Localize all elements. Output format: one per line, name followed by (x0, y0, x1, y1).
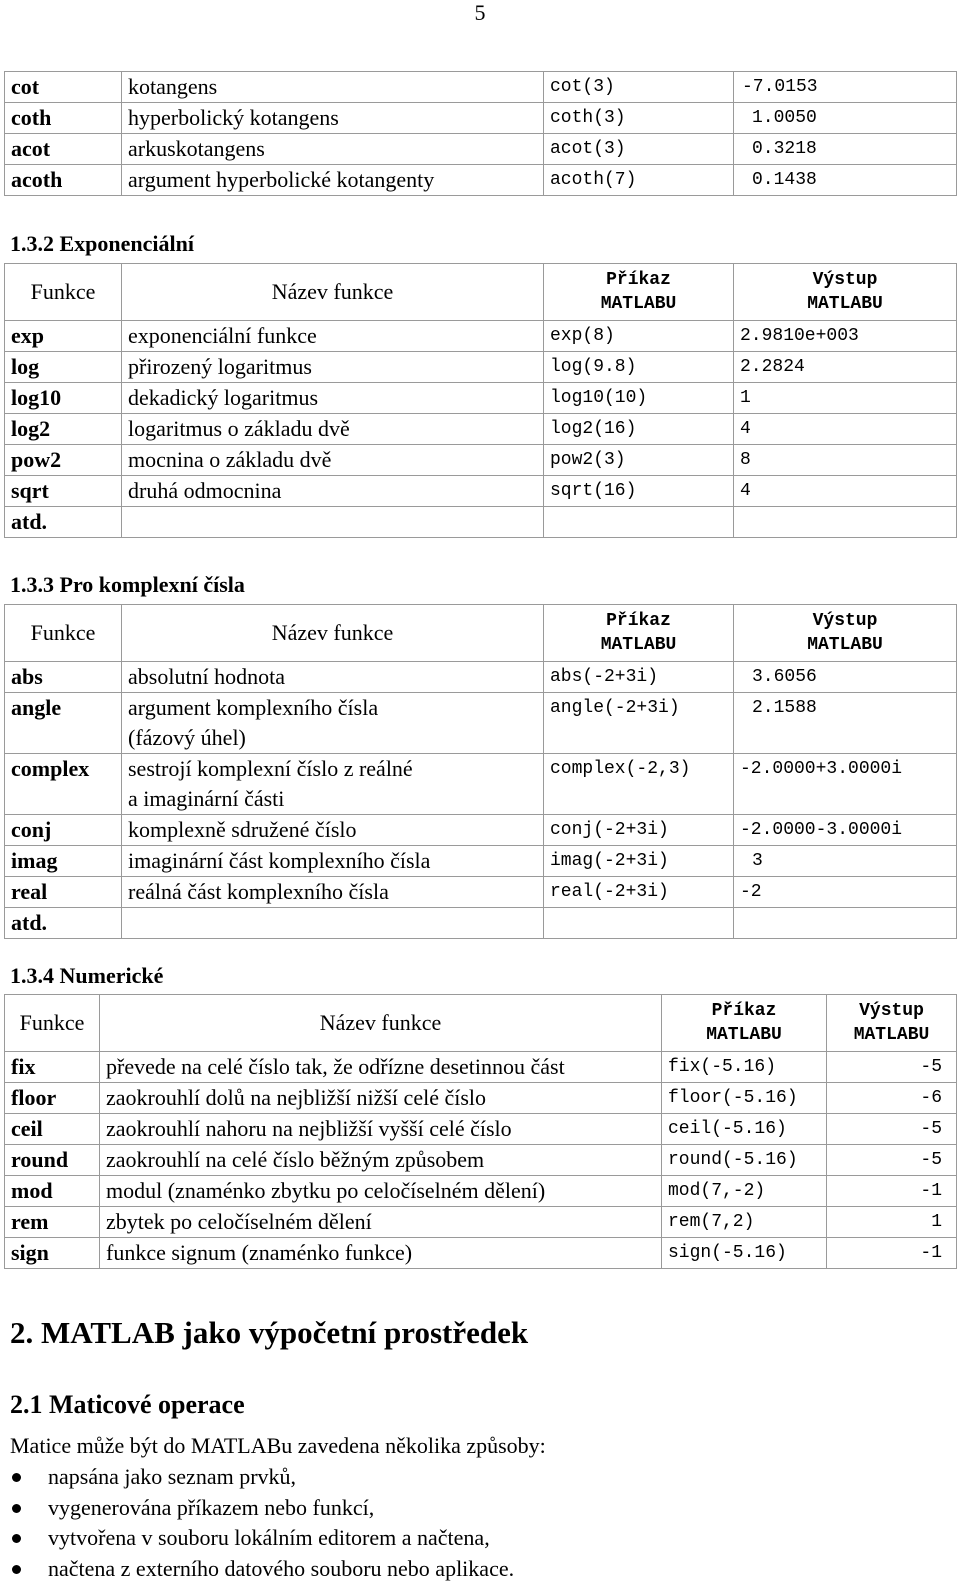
name-cell: zbytek po celočíselném dělení (100, 1207, 662, 1238)
table-row (5, 908, 957, 939)
table-row (5, 1145, 957, 1176)
name-cell: reálná část komplexního čísla (122, 877, 544, 908)
bullet-icon (12, 1473, 21, 1482)
output-cell: 1 (827, 1207, 957, 1238)
table-row (5, 1083, 957, 1114)
list-item: napsána jako seznam prvků, (10, 1462, 514, 1493)
output-cell: 4 (734, 476, 957, 507)
name-cell: zaokrouhlí na celé číslo běžným způsobem (100, 1145, 662, 1176)
command-cell: imag(-2+3i) (544, 846, 734, 877)
command-cell: log10(10) (544, 383, 734, 414)
output-cell (734, 507, 957, 538)
table-row (5, 321, 957, 352)
command-cell: log2(16) (544, 414, 734, 445)
command-cell: acot(3) (544, 134, 734, 165)
bullet-list (10, 1462, 514, 1584)
header-prikaz: Příkaz MATLABU (662, 995, 827, 1052)
table-row (5, 815, 957, 846)
name-cell: převede na celé číslo tak, že odřízne desetinnou část (100, 1052, 662, 1083)
table-row (5, 414, 957, 445)
command-cell: sign(-5.16) (662, 1238, 827, 1269)
list-item: vygenerována příkazem nebo funkcí, (10, 1493, 514, 1524)
name-cell: modul (znaménko zbytku po celočíselném dělení) (100, 1176, 662, 1207)
output-cell: 3 (734, 846, 957, 877)
table-row (5, 1207, 957, 1238)
output-cell: 2.2824 (734, 352, 957, 383)
function-cell: acot (5, 134, 122, 165)
complex-table (4, 604, 957, 939)
table-row (5, 507, 957, 538)
output-cell: 4 (734, 414, 957, 445)
header-funkce: Funkce (5, 995, 100, 1052)
name-cell (122, 908, 544, 939)
header-nazev: Název funkce (100, 995, 662, 1052)
name-cell: komplexně sdružené číslo (122, 815, 544, 846)
command-cell: exp(8) (544, 321, 734, 352)
header-vystup: Výstup MATLABU (827, 995, 957, 1052)
section-title-complex: 1.3.3 Pro komplexní čísla (10, 572, 245, 597)
table-row (5, 662, 957, 693)
output-cell (734, 908, 957, 939)
name-cell: exponenciální funkce (122, 321, 544, 352)
output-cell: 1.0050 (734, 103, 957, 134)
section-title-exponential: 1.3.2 Exponenciální (10, 231, 194, 256)
function-cell: conj (5, 815, 122, 846)
table-row (5, 693, 957, 754)
table-row (5, 1052, 957, 1083)
section-title-numeric: 1.3.4 Numerické (10, 963, 164, 988)
output-cell: -2.0000+3.0000i (734, 754, 957, 815)
page-number: 5 (474, 0, 486, 25)
name-cell: imaginární část komplexního čísla (122, 846, 544, 877)
table-row (5, 1238, 957, 1269)
function-cell: coth (5, 103, 122, 134)
name-cell (122, 507, 544, 538)
table-row (5, 754, 957, 815)
table-header-row (5, 995, 957, 1052)
bullet-icon (12, 1565, 21, 1574)
function-cell: real (5, 877, 122, 908)
command-cell: mod(7,-2) (662, 1176, 827, 1207)
command-cell: ceil(-5.16) (662, 1114, 827, 1145)
output-cell: 1 (734, 383, 957, 414)
function-cell: sqrt (5, 476, 122, 507)
table-row (5, 476, 957, 507)
function-cell: log (5, 352, 122, 383)
function-cell: exp (5, 321, 122, 352)
command-cell: abs(-2+3i) (544, 662, 734, 693)
header-vystup: Výstup MATLABU (734, 264, 957, 321)
table-row (5, 134, 957, 165)
intro-paragraph: Matice může být do MATLABu zavedena několika způsoby: (10, 1433, 546, 1458)
command-cell: round(-5.16) (662, 1145, 827, 1176)
header-vystup: Výstup MATLABU (734, 605, 957, 662)
table-row (5, 165, 957, 196)
name-cell: mocnina o základu dvě (122, 445, 544, 476)
output-cell: 8 (734, 445, 957, 476)
command-cell: sqrt(16) (544, 476, 734, 507)
function-cell: imag (5, 846, 122, 877)
output-cell: -2 (734, 877, 957, 908)
name-cell: argument hyperbolické kotangenty (122, 165, 544, 196)
function-cell: fix (5, 1052, 100, 1083)
name-cell: absolutní hodnota (122, 662, 544, 693)
output-cell: 2.9810e+003 (734, 321, 957, 352)
function-cell: complex (5, 754, 122, 815)
command-cell: pow2(3) (544, 445, 734, 476)
function-cell: abs (5, 662, 122, 693)
header-prikaz: Příkaz MATLABU (544, 264, 734, 321)
function-cell: atd. (5, 908, 122, 939)
output-cell: -5 (827, 1052, 957, 1083)
table-row (5, 1114, 957, 1145)
name-cell: zaokrouhlí dolů na nejbližší nižší celé číslo (100, 1083, 662, 1114)
bullet-icon (12, 1504, 21, 1513)
table-row (5, 72, 957, 103)
goniometric-table-continued (4, 71, 957, 196)
name-cell: funkce signum (znaménko funkce) (100, 1238, 662, 1269)
numeric-table (4, 994, 957, 1269)
command-cell: coth(3) (544, 103, 734, 134)
name-cell: druhá odmocnina (122, 476, 544, 507)
table-row (5, 445, 957, 476)
table-header-row (5, 264, 957, 321)
output-cell: -1 (827, 1176, 957, 1207)
name-cell: dekadický logaritmus (122, 383, 544, 414)
header-nazev: Název funkce (122, 605, 544, 662)
function-cell: sign (5, 1238, 100, 1269)
output-cell: -6 (827, 1083, 957, 1114)
output-cell: -2.0000-3.0000i (734, 815, 957, 846)
header-funkce: Funkce (5, 605, 122, 662)
function-cell: round (5, 1145, 100, 1176)
command-cell: angle(-2+3i) (544, 693, 734, 754)
output-cell: 2.1588 (734, 693, 957, 754)
command-cell: fix(-5.16) (662, 1052, 827, 1083)
command-cell: rem(7,2) (662, 1207, 827, 1238)
table-row (5, 103, 957, 134)
command-cell (544, 908, 734, 939)
header-funkce: Funkce (5, 264, 122, 321)
command-cell: complex(-2,3) (544, 754, 734, 815)
function-cell: atd. (5, 507, 122, 538)
exponential-table (4, 263, 957, 538)
function-cell: ceil (5, 1114, 100, 1145)
function-cell: mod (5, 1176, 100, 1207)
name-cell: argument komplexního čísla (fázový úhel) (122, 693, 544, 754)
header-nazev: Název funkce (122, 264, 544, 321)
name-cell: logaritmus o základu dvě (122, 414, 544, 445)
output-cell: -1 (827, 1238, 957, 1269)
output-cell: 0.3218 (734, 134, 957, 165)
function-cell: log10 (5, 383, 122, 414)
header-prikaz: Příkaz MATLABU (544, 605, 734, 662)
output-cell: 0.1438 (734, 165, 957, 196)
table-header-row (5, 605, 957, 662)
command-cell: acoth(7) (544, 165, 734, 196)
name-cell: sestrojí komplexní číslo z reálné a imaginární části (122, 754, 544, 815)
name-cell: zaokrouhlí nahoru na nejbližší vyšší celé číslo (100, 1114, 662, 1145)
name-cell: arkuskotangens (122, 134, 544, 165)
table-row (5, 877, 957, 908)
table-row (5, 846, 957, 877)
command-cell: floor(-5.16) (662, 1083, 827, 1114)
function-cell: pow2 (5, 445, 122, 476)
output-cell: -5 (827, 1114, 957, 1145)
name-cell: kotangens (122, 72, 544, 103)
function-cell: floor (5, 1083, 100, 1114)
command-cell: log(9.8) (544, 352, 734, 383)
command-cell: real(-2+3i) (544, 877, 734, 908)
table-row (5, 352, 957, 383)
output-cell: -5 (827, 1145, 957, 1176)
list-item: vytvořena v souboru lokálním editorem a načtena, (10, 1523, 514, 1554)
command-cell: conj(-2+3i) (544, 815, 734, 846)
list-item: načtena z externího datového souboru nebo aplikace. (10, 1554, 514, 1585)
output-cell: 3.6056 (734, 662, 957, 693)
chapter-title: 2. MATLAB jako výpočetní prostředek (10, 1315, 529, 1350)
subsection-title: 2.1 Maticové operace (10, 1390, 245, 1419)
function-cell: rem (5, 1207, 100, 1238)
bullet-icon (12, 1534, 21, 1543)
name-cell: hyperbolický kotangens (122, 103, 544, 134)
output-cell: -7.0153 (734, 72, 957, 103)
function-cell: log2 (5, 414, 122, 445)
table-row (5, 1176, 957, 1207)
function-cell: cot (5, 72, 122, 103)
function-cell: acoth (5, 165, 122, 196)
command-cell (544, 507, 734, 538)
name-cell: přirozený logaritmus (122, 352, 544, 383)
table-row (5, 383, 957, 414)
command-cell: cot(3) (544, 72, 734, 103)
function-cell: angle (5, 693, 122, 754)
